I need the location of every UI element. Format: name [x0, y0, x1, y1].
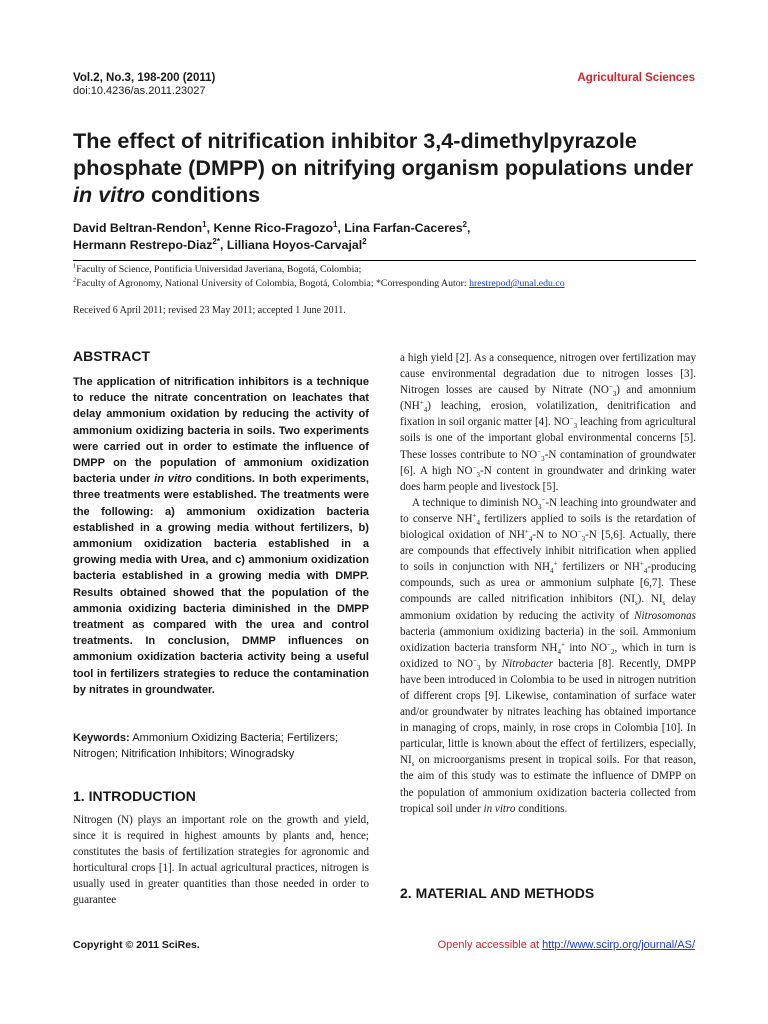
- paper-title: [73, 127, 703, 208]
- ammonium-formula: $NH^+_4$: [508, 527, 533, 544]
- nitrate-formula: $NO^-_3$: [456, 462, 481, 479]
- keywords: [73, 730, 369, 762]
- nitrate-formula: $NO_3^-$: [521, 495, 546, 512]
- affiliations: [73, 263, 696, 291]
- access-label: Openly accessible at: [437, 939, 543, 951]
- text: , which in turn is oxidized to: [400, 641, 696, 670]
- paragraph: [400, 350, 696, 495]
- nitrate-formula: $NO^-_3$: [457, 656, 481, 672]
- abstract-body: [73, 374, 369, 698]
- text: A technique to diminish: [412, 496, 522, 509]
- author-affil-mark: 2: [362, 236, 367, 246]
- paragraph: [400, 495, 696, 817]
- author-list: David Beltran-Rendon$^1$, Kenne Rico-Fragozo$^1$, Lina Farfan-Caceres$^2$, Hermann Restrepo-Diaz$^{2*}$, Lilliana Hoyos-Carvajal$^2$: [73, 219, 471, 252]
- text: by: [480, 657, 502, 670]
- keywords-label: Keywords:: [73, 732, 130, 744]
- affil-mark: 1: [73, 262, 77, 270]
- received-dates: Received 6 April 2011; revised 23 May 2011; accepted 1 June 2011.: [73, 305, 346, 316]
- affiliation-2: Faculty of Agronomy, National University of Colombia, Bogotá, Colombia; *Corresponding Autor:: [76, 278, 470, 289]
- ammonium-formula: $NH^+_4$: [403, 398, 428, 415]
- text: leaching from agricultural soils is one of the important global environmental concerns [5]. These losses contribute to: [400, 416, 697, 461]
- text: -N leaching into groundwater and to conserve: [400, 496, 696, 525]
- text: -N content in groundwater and drinking water does harm people and livestock [5].: [400, 464, 696, 493]
- author-affil-mark: 2*: [212, 236, 220, 246]
- keywords-text: Ammonium Oxidizing Bacteria; Fertilizers; Nitrogen; Nitrification Inhibitors; Winogradsky: [73, 732, 339, 760]
- text: bacteria (ammonium oxidizing bacteria) in the soil. Ammonium oxidization bacteria transform: [400, 625, 696, 654]
- nitrate-formula: $NO^-_3$: [521, 446, 545, 463]
- text: delay ammonium oxidation by reducing the activity of: [400, 593, 696, 622]
- author: Kenne Rico-Fragozo: [213, 221, 333, 235]
- text: -producing compounds, such as urea or ammonium sulphate [6,7]. These compounds are called nitrification inhibitors (NI: [400, 561, 696, 606]
- author: David Beltran-Rendon: [73, 221, 203, 235]
- author: Hermann Restrepo-Diaz: [73, 238, 213, 252]
- subscript: s: [634, 599, 638, 608]
- text: fertilizers applied to soils is the retardation of biological oxidation of: [400, 512, 696, 542]
- author: Lilliana Hoyos-Carvajal: [226, 238, 363, 252]
- text: ). NI: [637, 593, 663, 606]
- abstract-italic: in vitro: [154, 473, 192, 486]
- nitrate-formula: $NO^-_3$: [553, 414, 578, 431]
- methods-heading: 2. MATERIAL AND METHODS: [400, 885, 595, 901]
- text: -N contamination of groundwater [6]. A high: [400, 448, 696, 477]
- ammonium-formula: $NH^+_4$: [456, 511, 480, 528]
- right-column-text: [400, 350, 696, 817]
- volume-info: Vol.2, No.3, 198-200 (2011): [73, 72, 216, 84]
- italic-term: in vitro: [483, 802, 516, 815]
- author-affil-mark: 1: [333, 219, 338, 229]
- genus-name: Nitrosomonas: [634, 609, 696, 622]
- text: ) and amonnium (: [400, 384, 696, 413]
- abstract-text-2: conditions. In both experiments, three treatments were established. The treatments were the following: a) ammonium oxidization bacteria established in a growing media without fertilizers, b) ammonium oxidization bacteria established in a growing media with Urea, and c) ammonium oxidization bacteria established in a growing media with DMPP. Results obtained showed that the population of the ammonia oxidizing bacteria diminished in the DMPP treatment as compared with the urea and control treatments. In conclusion, DMMP influences on ammonium oxidization bacteria activity being a useful tool in fertilizers strategies to reduce the contamination by nitrates in groundwater.: [73, 473, 370, 696]
- affiliation-1: Faculty of Science, Pontificia Universidad Javeriana, Bogotá, Colombia;: [76, 264, 362, 275]
- title-italic: in vitro: [73, 182, 145, 207]
- introduction-heading: 1. INTRODUCTION: [73, 788, 196, 804]
- genus-name: Nitrobacter: [501, 657, 554, 670]
- text: bacteria [8]. Recently, DMPP have been introduced in Colombia to be used in nitrogen nutrition of different crops [9]. Likewise, contamination of surface water and/or groundwater by nitrates leaching has obtained importance in managing of crops, mainly, in rose crops in Colombia [10]. In particular, little is known about the effect of fertilizers, especially, NI: [400, 657, 696, 767]
- nitrate-formula: $NO^-_3$: [592, 382, 617, 399]
- subscript: s: [411, 760, 415, 769]
- journal-name: Agricultural Sciences: [577, 72, 695, 84]
- open-access-note: [438, 939, 695, 951]
- text: ) leaching, erosion, volatilization, denitrification and fixation in soil organic matter [4].: [400, 400, 696, 429]
- ammonium-formula: $NH_4^+$: [534, 559, 558, 576]
- author-affil-mark: 2: [462, 219, 467, 229]
- abstract-text-1: The application of nitrification inhibitors is a technique to reduce the nitrate concentration on leachates that delay ammonium oxidation by reducing the activity of ammonium oxidizing bacteria in soils. Two experiments were carried out in order to estimate the influence of DMPP on the population of ammonium oxidization bacteria under: [73, 376, 369, 486]
- header-divider: [73, 260, 696, 261]
- text: -N to: [532, 529, 562, 542]
- text: conditions.: [515, 802, 568, 815]
- author-affil-mark: 1: [202, 219, 207, 229]
- text: on microorganisms present in tropical soils. For that reason, the aim of this study was to estimate the influence of DMPP on the population of ammonium oxidization bacteria collected from tropical soil under: [400, 754, 696, 815]
- ammonium-formula: $NH_4^+$: [541, 640, 565, 656]
- corresponding-email-link[interactable]: hrestrepod@unal.edu.co: [469, 278, 565, 289]
- introduction-body: Nitrogen (N) plays an important role on the growth and yield, since it is required in highest amounts by plants and, hence; constitutes the basis of fertilization strategies for agronomic and horticultural crops [1]. In actual agricultural practices, nitrogen is usually used in greater quantities than those needed in order to guarantee: [73, 814, 369, 906]
- doi: doi:10.4236/as.2011.23027: [73, 85, 206, 97]
- title-text-2: conditions: [144, 182, 261, 207]
- nitrate-formula: $NO^-_3$: [561, 527, 586, 544]
- text: -N [5,6]. Actually, there are compounds that effectively inhibit nitrification when applied to soils in conjunction with: [400, 529, 696, 574]
- text: into: [564, 641, 592, 654]
- text: a high yield [2]. As a consequence, nitrogen over fertilization may cause environmental degradation due to nitrogen losses [3]. Nitrogen losses are caused by Nitrate (: [400, 352, 696, 397]
- affil-mark: 2: [73, 276, 77, 284]
- subscript: s: [662, 599, 666, 608]
- abstract-heading: ABSTRACT: [73, 348, 150, 364]
- ammonium-formula: $NH^+_4$: [623, 559, 648, 576]
- author: Lina Farfan-Caceres: [344, 221, 463, 235]
- text: fertilizers or: [557, 561, 624, 574]
- copyright: Copyright © 2011 SciRes.: [73, 939, 200, 951]
- journal-url-link[interactable]: http://www.scirp.org/journal/AS/: [542, 939, 695, 951]
- title-text-1: The effect of nitrification inhibitor 3,4-dimethylpyrazole phosphate (DMPP) on nitrifying organism populations under: [73, 128, 694, 180]
- nitrite-formula: $NO^-_2$: [591, 640, 615, 656]
